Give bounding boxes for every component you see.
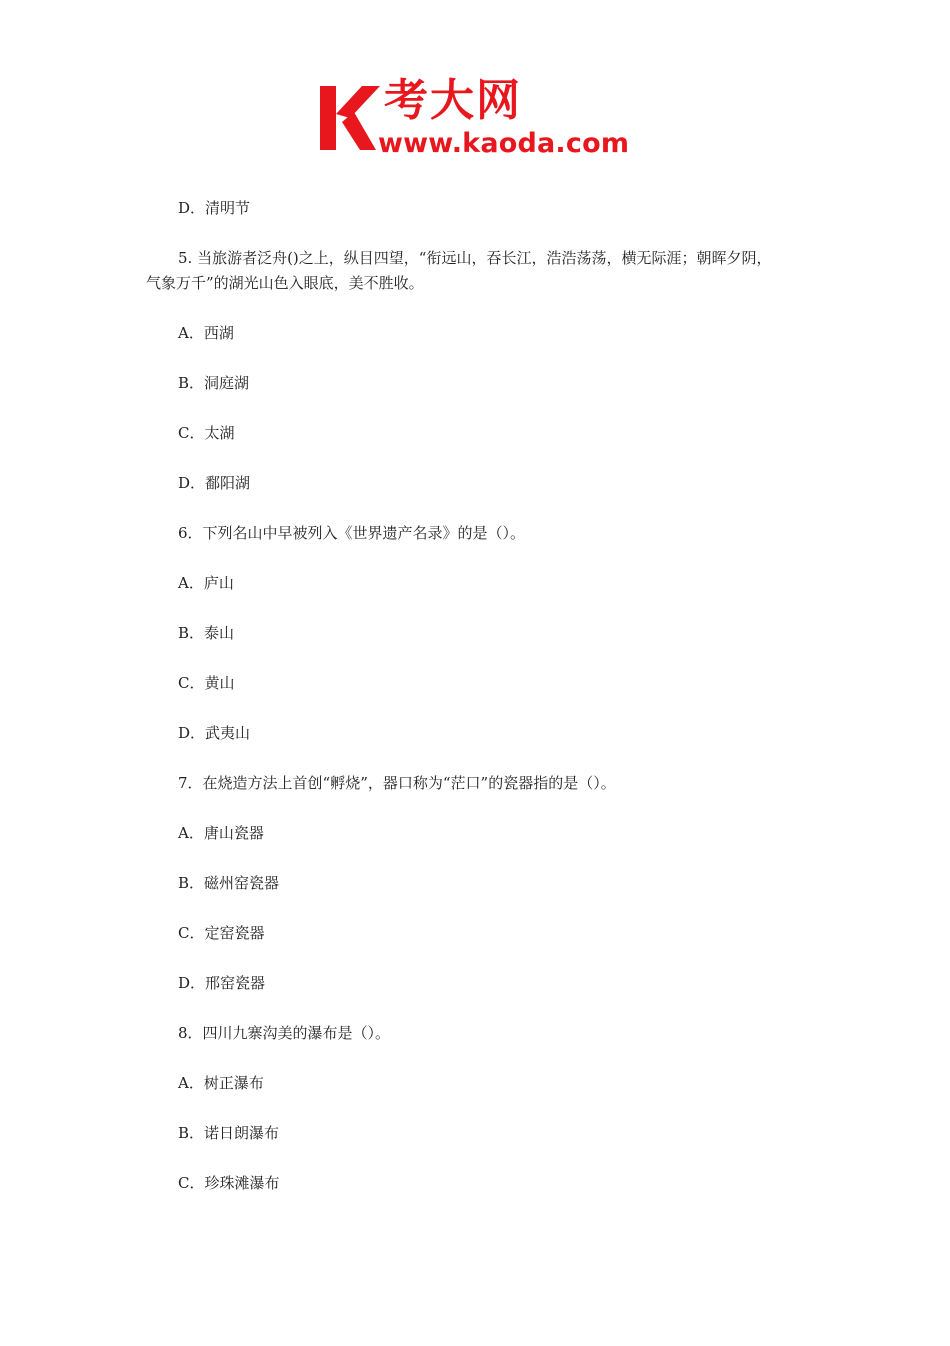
question-6: 6．下列名山中早被列入《世界遗产名录》的是（）。 — [178, 524, 526, 542]
k-logo-icon — [318, 84, 382, 152]
option-b-cizhou-porcelain: B．磁州窑瓷器 — [178, 874, 280, 892]
option-a-lushan: A．庐山 — [178, 574, 234, 592]
option-d-xing-porcelain: D．邢窑瓷器 — [178, 974, 266, 992]
question-5-line-2: 气象万千”的湖光山色入眼底，美不胜收。 — [146, 274, 424, 292]
option-b-dongtinghu: B．洞庭湖 — [178, 374, 250, 392]
question-8: 8．四川九寨沟美的瀑布是（）。 — [178, 1024, 391, 1042]
option-c-taihu: C．太湖 — [178, 424, 235, 442]
question-5-line-1: 5. 当旅游者泛舟()之上，纵目四望，“衔远山，吞长江，浩浩荡荡，横无际涯；朝晖夕阴， — [178, 249, 772, 267]
option-b-taishan: B．泰山 — [178, 624, 235, 642]
option-d-qingming: D．清明节 — [178, 199, 251, 217]
option-c-ding-porcelain: C．定窑瓷器 — [178, 924, 265, 942]
option-a-tangshan-porcelain: A．唐山瓷器 — [178, 824, 264, 842]
option-c-zhenzhutan-waterfall: C．珍珠滩瀑布 — [178, 1174, 280, 1192]
option-a-shuzheng-waterfall: A．树正瀑布 — [178, 1074, 264, 1092]
option-c-huangshan: C．黄山 — [178, 674, 235, 692]
question-7: 7．在烧造方法上首创“孵烧”，器口称为“茫口”的瓷器指的是（）。 — [178, 774, 616, 792]
logo-url-text: www.kaoda.com — [378, 128, 630, 159]
logo-brand-text: 考大网 — [384, 75, 522, 126]
option-d-wuyishan: D．武夷山 — [178, 724, 251, 742]
question-5 — [146, 246, 822, 296]
option-d-poyanghu: D．鄱阳湖 — [178, 474, 251, 492]
option-a-xihu: A．西湖 — [178, 324, 234, 342]
option-b-nuorilang-waterfall: B．诺日朗瀑布 — [178, 1124, 280, 1142]
kaoda-logo[interactable] — [318, 75, 640, 160]
